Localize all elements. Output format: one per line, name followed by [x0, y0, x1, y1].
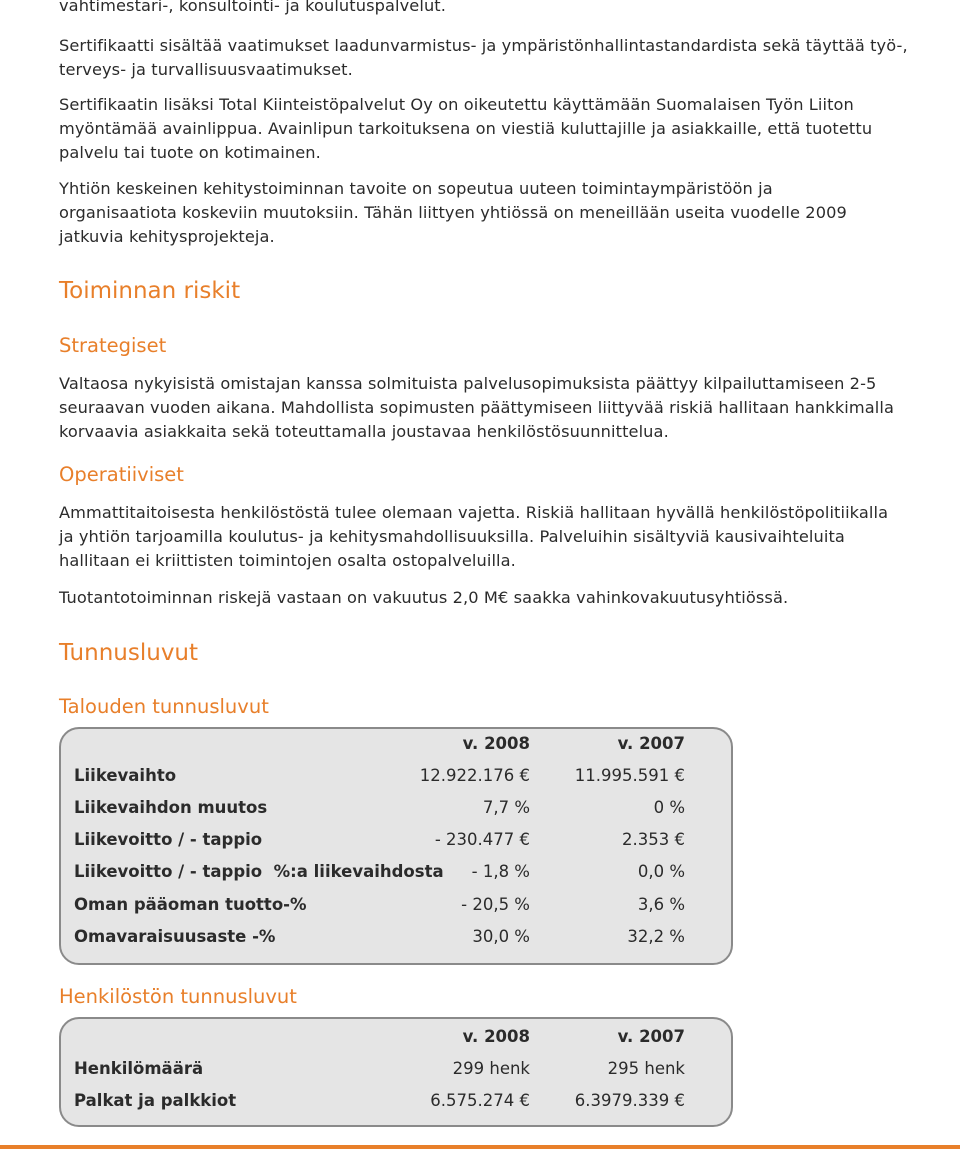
subsection-title-financial: Talouden tunnusluvut: [59, 695, 269, 718]
table-row: [61, 830, 731, 856]
row-label: Oman pääoman tuotto-%: [74, 895, 307, 914]
paragraph-intro-end: vahtimestari-, konsultointi- ja koulutuspalvelut.: [59, 0, 447, 15]
value-2007: 32,2 %: [627, 927, 685, 946]
value-2007: 0,0 %: [637, 862, 685, 881]
row-label: Liikevaihto: [74, 766, 177, 785]
paragraph-strategic-risks: Valtaosa nykyisistä omistajan kanssa solmituista palvelusopimuksista päättyy kilpailuttamiseen 2-5 seuraavan vuoden aikana. Mahdollista sopimusten päättymiseen liittyvää riskiä hallitaan hankkimalla korvaavia asiakkaita sekä toteuttamalla joustavaa henkilöstösuunnittelua.: [59, 374, 894, 441]
table-row: [61, 798, 731, 824]
table-row: [61, 862, 731, 888]
paragraph-key-flag: Sertifikaatin lisäksi Total Kiinteistöpalvelut Oy on oikeutettu käyttämään Suomalaisen Työn Liiton myöntämää avainlippua. Avainlipun tarkoituksena on viestiä kuluttajille ja asiakkaille, että tuotettu palvelu tai tuote on kotimainen.: [59, 95, 873, 162]
paragraph-certificate: Sertifikaatti sisältää vaatimukset laadunvarmistus- ja ympäristönhallintastandardista sekä täyttää työ-, terveys- ja turvallisuusvaatimukset.: [59, 36, 908, 79]
subsection-title-personnel: Henkilöstön tunnusluvut: [59, 985, 297, 1008]
row-label: Palkat ja palkkiot: [74, 1091, 237, 1110]
value-2007: 295 henk: [607, 1059, 685, 1078]
table-header-row: [61, 1027, 731, 1053]
table-row: [61, 895, 731, 921]
row-label: Henkilömäärä: [74, 1059, 204, 1078]
subsection-title-operational: Operatiiviset: [59, 463, 184, 486]
value-2008: 30,0 %: [472, 927, 530, 946]
column-header-2007: v. 2007: [617, 734, 685, 753]
value-2007: 2.353 €: [622, 830, 685, 849]
paragraph-operational-risks: Ammattitaitoisesta henkilöstöstä tulee olemaan vajetta. Riskiä hallitaan hyvällä henkilöstöpolitiikalla ja yhtiön tarjoamilla koulutus- ja kehitysmahdollisuuksilla. Palveluihin sisältyviä kausivaihteluita hallitaan ei kriittisten toimintojen osalta ostopalveluilla.: [59, 503, 889, 570]
personnel-figures-table: [59, 1017, 733, 1127]
column-header-2008: v. 2008: [462, 734, 530, 753]
value-2007: 3,6 %: [637, 895, 685, 914]
paragraph-insurance: Tuotantotoiminnan riskejä vastaan on vakuutus 2,0 M€ saakka vahinkovakuutusyhtiössä.: [59, 588, 789, 607]
row-label: Liikevaihdon muutos: [74, 798, 268, 817]
paragraph-development: Yhtiön keskeinen kehitystoiminnan tavoite on sopeutua uuteen toimintaympäristöön ja organisaatiota koskeviin muutoksiin. Tähän liittyen yhtiössä on meneillään useita vuodelle 2009 jatkuvia kehitysprojekteja.: [59, 179, 847, 246]
row-label: Liikevoitto / - tappio %:a liikevaihdosta: [74, 862, 444, 881]
table-row: [61, 1091, 731, 1117]
value-2008: 6.575.274 €: [430, 1091, 530, 1110]
footer-accent-line: [0, 1145, 960, 1149]
value-2008: 12.922.176 €: [419, 766, 530, 785]
section-title-risks: Toiminnan riskit: [59, 278, 241, 304]
table-header-row: [61, 734, 731, 760]
column-header-2008: v. 2008: [462, 1027, 530, 1046]
value-2007: 0 %: [653, 798, 685, 817]
table-row: [61, 927, 731, 953]
section-title-key-figures: Tunnusluvut: [59, 640, 199, 666]
row-label: Liikevoitto / - tappio: [74, 830, 263, 849]
column-header-2007: v. 2007: [617, 1027, 685, 1046]
table-row: [61, 766, 731, 792]
value-2008: 299 henk: [452, 1059, 530, 1078]
subsection-title-strategic: Strategiset: [59, 334, 167, 357]
value-2007: 6.3979.339 €: [574, 1091, 685, 1110]
row-label: Omavaraisuusaste -%: [74, 927, 276, 946]
table-row: [61, 1059, 731, 1085]
value-2008: - 20,5 %: [461, 895, 530, 914]
value-2007: 11.995.591 €: [574, 766, 685, 785]
value-2008: - 1,8 %: [471, 862, 530, 881]
value-2008: 7,7 %: [482, 798, 530, 817]
financial-figures-table: [59, 727, 733, 965]
value-2008: - 230.477 €: [434, 830, 530, 849]
